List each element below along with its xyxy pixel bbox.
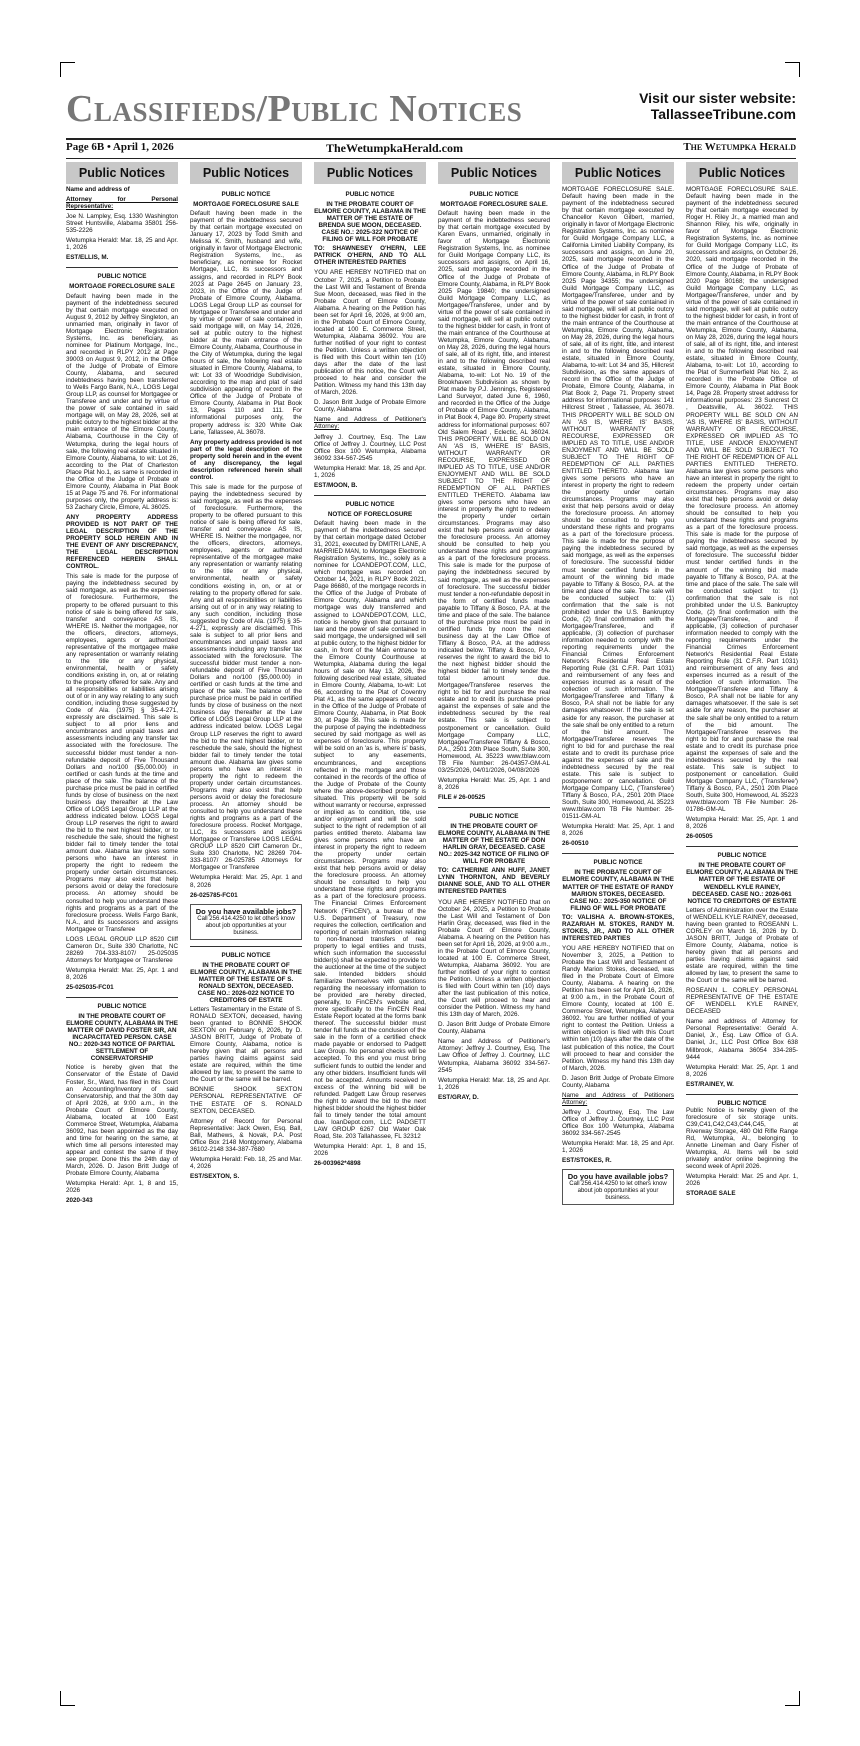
notice-text: MORTGAGE FORECLOSURE SALE. Default having been made in the payment of the indebtedness secured by that certain mortgage executed by Roger H. Riley Jr., a married man and Shannon Riley, his wife, originally in favor of Mortgage Electronic Registration Systems, Inc. as nominee for Guild Mortgage Company LLC, its successors and assigns, on October 26, 2020, said mortgage recorded in the Office of the Judge of Probate of Elmore County, Alabama, in RLPY Book 2020 Page 80168; the undersigned Guild Mortgage Company LLC, as Mortgagee/Transferee, under and by virtue of the power of sale contained in said mortgage, will sell at public outcry to the highest bidder for cash, in front of the main entrance of the Courthouse at Wetumpka, Elmore County, Alabama, on May 28, 2026, during the legal hours of sale, all of its right, title, and interest in and to the following described real estate, situated in Elmore County, Alabama, to-wit: Lot 10, according to the Plat of Summerfield Plat No. 2, as recorded in the Probate Office of Elmore County, Alabama in Plat Book 14, Page 28. Property street address for informational purposes: 23 Suncrest Ct , Deatsville, AL 36022. THIS PROPERTY WILL BE SOLD ON AN 'AS IS, WHERE IS' BASIS, WITHOUT WARRANTY OR RECOURSE, EXPRESSED OR IMPLIED AS TO TITLE, USE AND/OR ENJOYMENT AND WILL BE SOLD SUBJECT TO THE RIGHT OF REDEMPTION OF ALL PARTIES ENTITLED THERETO. Alabama law gives some persons who have an interest in property the right to redeem the property under certain circumstances. Programs may also exist that help persons avoid or delay the foreclosure process. An attorney should be consulted to help you understand these rights and programs as a part of the foreclosure process. This sale is made for the purpose of paying the indebtedness secured by said mortgage, as well as the expenses of foreclosure. The successful bidder must tender certified funds in the amount of the winning bid made payable to Tiffany & Bosco, P.A. at the time and place of the sale. The sale will be conducted subject to: (1) confirmation that the sale is not prohibited under the U.S. Bankruptcy Code, (2) final confirmation with the Mortgagee/Transferee, and if applicable, (3) collection of purchaser information needed to comply with the reporting requirements under the Financial Crimes Enforcement Network's Residential Real Estate Reporting Rule (31 C.F.R. Part 1031) and reimbursement of any fees and expenses incurred as a result of the collection of such information. The Mortgagee/Transferee and Tiffany & Bosco, P.A shall not be liable for any damages whatsoever. If the sale is set aside for any reason, the purchaser at the sale shall be only entitled to a return of the bid amount. The Mortgagee/Transferee reserves the right to bid for and purchase the real estate and to credit its purchase price against the expenses of sale and the indebtedness secured by the real estate. This sale is subject to postponement or cancellation. Guild Mortgage Company LLC, ('Transferee') Tiffany & Bosco, P.A., 2501 20th Place South, Suite 300, Homewood, AL 35223 www.tblaw.com TB File Number: 26-01786-GM-AL — [686, 186, 798, 814]
notice-text: Wetumpka Herald: Mar. 25, Apr. 1 and 8, 2026 — [562, 823, 674, 838]
notice-text: 26-00505 — [686, 833, 713, 841]
public-notice-label: PUBLIC NOTICE — [717, 852, 767, 860]
notice-text: Wetumpka Herald: Mar. 18, 25 and Apr. 1, 2026 — [562, 1140, 674, 1155]
notice-divider — [190, 946, 302, 947]
notice-text: Name and Address of Petitioner's Attorney: — [314, 416, 426, 431]
notice-divider — [438, 807, 550, 808]
notice-text: Default having been made in the payment of the indebtedness secured by that certain mortgage executed on August 9, 2012 by Jeffrey Singleton, an unmarried man, originally in favor of Mortgage Electronic Registration Systems, Inc. as beneficiary, as nominee for Platinum Mortgage, Inc., and recorded in RLPY 2012 at Page 39003 on August 9, 2012, in the Office of the Judge of Probate of Elmore County, Alabama, and secured indebtedness having been transferred to Wells Fargo Bank, N.A., LOGS Legal Group LLP, as counsel for Mortgagee or Transferee and under and by virtue of the power of sale contained in said mortgage will, on May 28, 2026, sell at public outcry to the highest bidder at the main entrance of the Elmore County, Alabama, Courthouse in the City of Wetumpka, during the legal hours of sale, the following real estate situated in Elmore County, Alabama, to wit: Lot 26, according to the Plat of Charleston Place Plat No.1, as same is recorded in the Office of the Judge of Probate of Elmore County, Alabama in Plat Book 15 at Page 75 and 76. For informational purposes only, the property address is: 53 Zachary Circle, Elmore, AL 36025. — [66, 292, 178, 511]
notice-text: Name and Address of Petitioners Attorney: — [562, 1091, 674, 1106]
notice-text: Wetumpka Herald: Mar. 25, Apr. 1 and 8, 2026 — [438, 776, 550, 791]
column-header: Public Notices — [562, 162, 674, 184]
notice-column-2 — [190, 162, 302, 1686]
column-body — [686, 184, 798, 1686]
notice-text: Name and address of — [66, 186, 130, 193]
jobs-ad-text: Call 256.414.4250 to let others know about job opportunities at your business. — [197, 915, 295, 936]
notice-text: D. Jason Britt Judge of Probate Elmore County, Alabama — [562, 1074, 674, 1089]
masthead — [66, 86, 796, 134]
notice-divider — [686, 846, 798, 847]
notice-text: Default having been made in the payment of the indebtedness secured by that certain mortgage executed by Karen Evans, unmarried, originally in favor of Mortgage Electronic Registration Systems, Inc. as nominee for Guild Mortgage Company LLC, its successors and assigns, on April 16, 2025, said mortgage recorded in the Office of the Judge of Probate of Elmore County, Alabama, in RLPY Book 2025 Page 19840; the undersigned Guild Mortgage Company LLC, as Mortgagee/Transferee, under and by virtue of the power of sale contained in said mortgage, will sell at public outcry to the highest bidder for cash, in front of the main entrance of the Courthouse at Wetumpka, Elmore County, Alabama, on May 28, 2026, during the legal hours of sale, all of its right, title, and interest in and to the following described real estate, situated in Elmore County, Alabama, to-wit: Lot No. 19 of the Brookhaven Subdivision as shown by Plat made by P.J. Jennings, Registered Land Surveyor, dated June 6, 1960, and recorded in the Office of the Judge of Probate of Elmore County, Alabama, in Plat Book 4, Page 80. Property street address for informational purposes: 607 Old Salem Road , Eclectic, AL 36024. THIS PROPERTY WILL BE SOLD ON AN 'AS IS, WHERE IS' BASIS, WITHOUT WARRANTY OR RECOURSE, EXPRESSED OR IMPLIED AS TO TITLE, USE AND/OR ENJOYMENT AND WILL BE SOLD SUBJECT TO THE RIGHT OF REDEMPTION OF ALL PARTIES ENTITLED THERETO. Alabama law gives some persons who have an interest in property the right to redeem the property under certain circumstances. Programs may also exist that help persons avoid or delay the foreclosure process. An attorney should be consulted to help you understand these rights and programs as a part of the foreclosure process. This sale is made for the purpose of paying the indebtedness secured by said mortgage, as well as the expenses of foreclosure. The successful bidder must tender a non-refundable deposit in the form of certified funds made payable to Tiffany & Bosco, P.A. at the time and place of the sale. The balance of the purchase price must be paid in certified funds by noon the next business day at the Law Office of Tiffany & Bosco, P.A. at the address indicated below. Tiffany & Bosco, P.A. reserves the right to award the bid to the next highest bidder should the highest bidder fail to timely tender the total amount due. Mortgagee/Transferee reserves the right to bid for and purchase the real estate and to credit its purchase price against the expenses of sale and the indebtedness secured by the real estate. This sale is subject to postponement or cancellation. Guild Mortgage Company LLC, Mortgagee/Transferee Tiffany & Bosco, P.A., 2501 20th Place South, Suite 300, Homewood, AL 35223 www.tblaw.com TB File Number: 26-04357-GM-AL 03/25/2026, 04/01/2026, 04/08/2026 — [438, 210, 550, 774]
notice-text: YOU ARE HEREBY NOTIFIED that on October 7, 2025, a Petition to Probate the Last Will and Testament of Brenda Sue Moon, deceased, was filed in the Probate Court of Elmore County, Alabama. A hearing on the Petition has been set for April 16, 2026, at 9:00 am, in the Probate Court of Elmore County, located at 100 E. Commerce Street, Wetumpka, Alabama 36092. You are further notified of your right to contest the Petition. Unless a written objection is filed with this Court within ten (10) days after the date of the last publication of this notice, the Court will proceed to hear and consider the Petition. Witness my hand this 13th day of March, 2026. — [314, 269, 426, 397]
notice-text: FILE # 26-00525 — [438, 793, 486, 801]
notice-text: Jeffrey J. Courtney, Esq. The Law Office of Jeffrey J. Courtney, LLC Post Office Box 100 Wetumpka, Alabama 36092 334-567-2545 — [562, 1108, 674, 1138]
notice-text: EST/ELLIS, M. — [66, 254, 109, 262]
crop-mark-top-left — [60, 62, 75, 77]
notice-text: Wetumpka Herald: Apr. 1, 8 and 15, 2026 — [314, 1143, 426, 1158]
jobs-ad-title: Do you have available jobs? — [567, 1172, 669, 1182]
column-body — [438, 184, 550, 1686]
column-body — [66, 184, 178, 1686]
notice-text: Joe N. Lampley, Esq. 1330 Washington Street Huntsville, Alabama 35801 256-535-2226 — [66, 213, 178, 235]
newspaper-name: The Wetumpka Herald — [683, 141, 796, 153]
notice-text: YOU ARE HEREBY NOTIFIED that on October 24, 2025, a Petition to Probate the Last Will and Testament of Don Harlin Gray, deceased, was filed in the Probate Court of Elmore County, Alabama. A hearing on the Petition has been set for April 16, 2026, at 9:00 a.m., in the Probate Court of Elmore County, located at 100 E. Commerce Street, Wetumpka, Alabama 36092. You are further notified of your right to contest the Petition. Unless a written objection is filed with Court within ten (10) days after the last publication of this notice, the Court will proceed to hear and consider the Petition. Witness my hand this 13th day of March, 2026. — [438, 898, 550, 1019]
notice-text: EST/RAINEY, W. — [686, 1080, 734, 1088]
notice-column-6 — [686, 162, 798, 1686]
public-notice-label: PUBLIC NOTICE — [717, 1099, 767, 1107]
notice-text: Wetumpka Herald: Mar. 18, 25 and Apr. 1, 2026 — [66, 237, 178, 252]
notice-column-4 — [438, 162, 550, 1686]
notice-text: Any property address provided is not part of the legal description of the property sold herein and in the event of any discrepancy, the legal description referenced herein shall control. — [190, 438, 302, 481]
notice-text: ROSEANN L. CORLEY PERSONAL REPRESENTATIVE OF THE ESTATE OF WENDELL KYLE RAINEY, DECEASED — [686, 987, 798, 1016]
notice-text: This sale is made for the purpose of paying the indebtedness secured by said mortgage, as well as the expenses of foreclosure. Furthermore, the property to be offered pursuant to this notice of sale is being offered for sale, transfer and conveyance AS IS, WHERE IS. Neither the mortgagee, nor the officers, directors, attorneys, employees, agents or authorized representative of the mortgagee make any representation or warranty relating to the title or any physical, environmental, health or safety conditions existing in, on, or at or relating to the property offered for sale. Any and all responsibilities or liabilities arising out of or in any way relating to any such condition, including those suggested by Code of Ala. (1975) § 35-4-271, expressly are disclaimed. This sale is subject to all prior liens and encumbrances and unpaid taxes and assessments including any transfer tax associated with the foreclosure. The successful bidder must tender a non-refundable deposit of Five Thousand Dollars and no/100 ($5,000.00) in certified or cash funds at the time and place of the sale. The balance of the purchase price must be paid in certified funds by close of business on the next business day thereafter at the Law Office of LOGS Legal Group LLP at the address indicated below. LOGS Legal Group LLP reserves the right to award the bid to the next highest bidder, or to reschedule the sale, should the highest bidder fail to timely tender the total amount due. Alabama law gives some persons who have an interest in property the right to redeem the property under certain circumstances. Programs may also exist that help persons avoid or delay the foreclosure process. An attorney should be consulted to help you understand these rights and programs as a part of the foreclosure process. Rocket Mortgage, LLC, its successors and assigns Mortgagee or Transferee LOGS LEGAL GROUP LLP 8520 Cliff Cameron Dr., Suite 330 Charlotte, NC 28269 704-333-8107/ 26-025785 Attorneys for Mortgagee or Transferee — [190, 483, 302, 872]
column-body — [562, 184, 674, 1686]
page-info-bar — [66, 138, 796, 159]
notice-text: MORTGAGE FORECLOSURE SALE. Default having been made in the payment of the indebtedness secured by that certain mortgage executed by Chancellor Kevon Gilbert, married, originally in favor of Mortgage Electronic Registration Systems, Inc. as nominee for Guild Mortgage Company LLC, a California Limited Liability Company, its successors and assigns, on June 20, 2025, said mortgage recorded in the Office of the Judge of Probate of Elmore County, Alabama, in RLPY Book 2025 Page 34355; the undersigned Guild Mortgage Company LLC, as Mortgagee/Transferee, under and by virtue of the power of sale contained in said mortgage, will sell at public outcry to the highest bidder for cash, in front of the main entrance of the Courthouse at Wetumpka, Elmore County, Alabama, on May 28, 2026, during the legal hours of sale, all of its right, title, and interest in and to the following described real estate, situated in Elmore County, Alabama, to-wit: Lot 34 and 35, Hillcrest Subdivision, as the same appears of record in the Office of the Judge of Probate, Elmore County, Alabama, in Plat Book 2, Page 71. Property street address for informational purposes: 141 Hillcrest Street , Tallassee, AL 36078. THIS PROPERTY WILL BE SOLD ON AN 'AS IS, WHERE IS' BASIS, WITHOUT WARRANTY OR RECOURSE, EXPRESSED OR IMPLIED AS TO TITLE, USE AND/OR ENJOYMENT AND WILL BE SOLD SUBJECT TO THE RIGHT OF REDEMPTION OF ALL PARTIES ENTITLED THERETO. Alabama law gives some persons who have an interest in property the right to redeem the property under certain circumstances. Programs may also exist that help persons avoid or delay the foreclosure process. An attorney should be consulted to help you understand these rights and programs as a part of the foreclosure process. This sale is made for the purpose of paying the indebtedness secured by said mortgage, as well as the expenses of foreclosure. The successful bidder must tender certified funds in the amount of the winning bid made payable to Tiffany & Bosco, P.A. at the time and place of the sale. The sale will be conducted subject to: (1) confirmation that the sale is not prohibited under the U.S. Bankruptcy Code, (2) final confirmation with the Mortgagee/Transferee, and if applicable, (3) collection of purchaser information needed to comply with the reporting requirements under the Financial Crimes Enforcement Network's Residential Real Estate Reporting Rule (31 C.F.R. Part 1031) and reimbursement of any fees and expenses incurred as a result of the collection of such information. The Mortgagee/Transferee and Tiffany & Bosco, P.A shall not be liable for any damages whatsoever. If the sale is set aside for any reason, the purchaser at the sale shall be only entitled to a return of the bid amount. The Mortgagee/Transferee reserves the right to bid for and purchase the real estate and to credit its purchase price against the expenses of sale and the indebtedness secured by the real estate. This sale is subject to postponement or cancellation. Guild Mortgage Company LLC, ('Transferee') Tiffany & Bosco, P.A., 2501 20th Place South, Suite 300, Homewood, AL 35223 www.tblaw.com TB File Number: 26-01511-GM-AL — [562, 186, 674, 821]
page-date: Page 6B • April 1, 2026 — [66, 141, 174, 153]
public-notice-label: PUBLIC NOTICE — [97, 1003, 147, 1011]
notice-heading: MORTGAGE FORECLOSURE SALE — [193, 201, 299, 209]
crop-mark-bottom-right — [785, 1691, 800, 1706]
jobs-ad-text: Call 256.414.4250 to let others know about job opportunities at your business. — [569, 1181, 667, 1202]
notice-heading: IN THE PROBATE COURT OF ELMORE COUNTY, ALABAMA IN THE MATTER OF THE ESTATE OF BRENDA SUE MOON, DECEASED. CASE NO.: 2025-322 NOTICE OF FILING OF WILL FOR PROBATE — [314, 201, 426, 244]
notice-text: Jeffrey J. Courtney, Esq. The Law Office of Jeffrey J. Courtney, LLC Post Office Box 100 Wetumpka, Alabama 36092 334-567-2545 — [314, 433, 426, 462]
notice-text: Letters Testamentary in the Estate of S. RONALD SEXTON, deceased, having been granted to BONNIE SHOOK SEXTON on February 6, 2026, by D. JASON BRITT, Judge of Probate of Elmore County, Alabama, notice is hereby given that all persons and parties having claims against said estate are required, within the time allowed by law, to present the same to the Court or the same will be barred. — [190, 1005, 302, 1084]
notice-column-5 — [562, 162, 674, 1686]
notice-heading: IN THE PROBATE COURT OF ELMORE COUNTY, ALABAMA IN THE MATTER OF THE ESTATE OF RANDY MARION STOKES, DECEASED. CASE NO.: 2025-350 NOTICE OF FILING OF WILL FOR PROBATE — [562, 869, 674, 912]
notice-divider — [66, 997, 178, 998]
sister-site-promo — [639, 90, 796, 122]
notice-text: Wetumpka Herald: Mar. 25, Apr. 1 and 8, 2026 — [66, 966, 178, 981]
notice-text: Attorney of Record for Personal Representative: Jack Owen, Esq. Ball, Ball, Mathews, & Novak, P.A. Post Office Box 2148 Montgomery, Alabama 36102-2148 334-387-7680 — [190, 1117, 302, 1153]
notice-text: Wetumpka Herald: Mar. 25 and Apr. 1, 2026 — [686, 1173, 798, 1188]
notice-text: 26-025785-FC01 — [190, 891, 238, 899]
notice-text: Letters of Administration over the Estate of WENDELL KYLE RAINEY, deceased, having been granted to ROSEANN L. CORLEY on March 16, 2026 by D. JASON BRITT, Judge of Probate of Elmore County, Alabama, notice is hereby given that all persons and parties having claims against said estate are required, within the time allowed by law, to present the same to the Court or the same will be barred. — [686, 906, 798, 985]
public-notice-label: PUBLIC NOTICE — [469, 812, 519, 820]
public-notice-label: PUBLIC NOTICE — [221, 191, 271, 198]
notice-text: Attorney for Personal Representative: — [66, 196, 178, 211]
jobs-ad-title: Do you have available jobs? — [195, 906, 297, 916]
public-notice-label: PUBLIC NOTICE — [593, 859, 643, 867]
notice-text: D. Jason Britt Judge of Probate Elmore County, Alabama — [438, 1021, 550, 1036]
website-url[interactable]: TheWetumpkaHerald.com — [326, 141, 463, 155]
notice-text: 26-00510 — [562, 840, 589, 848]
notice-text: Wetumpka Herald: Mar. 18, 25 and Apr. 1, 2026 — [314, 464, 426, 479]
notice-text: Wetumpka Herald: Mar. 25, Apr. 1 and 8, 2026 — [686, 1063, 798, 1078]
notice-divider — [686, 1094, 798, 1095]
public-notice-label: PUBLIC NOTICE — [221, 951, 271, 959]
column-header: Public Notices — [438, 162, 550, 184]
notice-text: Name and address of Attorney for Personal Representative: Gerald A. Daniel, Jr., Esq. Law Office of G.A. Daniel, Jr., LLC Post Office Box 638 Millbrook, Alabama 36054 334-285-9444 — [686, 1018, 798, 1061]
notice-heading: IN THE PROBATE COURT OF ELMORE COUNTY, ALABAMA IN THE MATTER OF THE ESTATE OF S. RONALD SEXTON, DECEASED. CASE NO.: 2026-022 NOTICE TO CREDITORS OF ESTATE — [190, 961, 302, 1004]
notice-heading: MORTGAGE FORECLOSURE SALE — [69, 283, 175, 291]
notice-text: TO: SHAWNESEY O'HERN, LEE PATRICK O'HERN, AND TO ALL OTHER INTERESTED PARTIES — [314, 245, 426, 267]
notice-divider — [66, 267, 178, 268]
notice-text: Name and Address of Petitioner's Attorney: Jeffrey J. Courtney, Esq. The Law Office of Jeffrey J. Courtney, LLC Wetumpka, Alabama 36092 334-567-2545 — [438, 1038, 550, 1074]
public-notice-label: PUBLIC NOTICE — [97, 273, 147, 281]
notice-text: Default having been made in the payment of the indebtedness secured by that certain mortgage executed on January 17, 2023 by Todd Smith and Melissa K. Smith, husband and wife, originally in favor of Mortgage Electronic Registration Systems, Inc., as beneficiary, as nominee for Rocket Mortgage, LLC, its successors and assigns, and recorded in RLPY Book 2023 at Page 2645 on January 23, 2023, in the Office of the Judge of Probate of Elmore County, Alabama. LOGS Legal Group LLP as counsel for Mortgagee or Transferee and under and by virtue of power of sale contained in said mortgage will, on May 14, 2026, sell at public outcry to the highest bidder at the main entrance of the Elmore County, Alabama, Courthouse in the City of Wetumpka, during the legal hours of sale, the following real estate situated in Elmore County, Alabama, to wit: Lot 33 of Woodridge Subdivision, according to the map and plat of said subdivision appearing of record in the Office of the Judge of Probate of Elmore County, Alabama in Plat Book 13, Pages 110 and 111. For informational purposes only, the property address is: 320 White Oak Lane, Tallassee, AL 36078. — [190, 210, 302, 436]
notice-text: TO: CATHERINE ANN HUFF, JANET LYNN THORNTON, AND BEVERLY DIANNE SOLE, AND TO ALL OTHER INTERESTED PARTIES — [438, 867, 550, 896]
notice-text: Notice is hereby given that the Conservator of the Estate of David Foster, Sr., Ward, has filed in this Court an Accounting/Inventory of said Conservatorship, and that the 30th day of April 2026, at 9:00 a.m., in the Probate Court of Elmore County, Alabama, located at 100 East Commerce Street, Wetumpka, Alabama 36092, has been appointed as the day and time for hearing on the same, at which time all persons interested may appear and contest the same if they see proper. Done this the 24th day of March, 2026. D. Jason Britt Judge of Probate Elmore County, Alabama — [66, 1064, 178, 1178]
sister-site-link[interactable]: TallasseeTribune.com — [650, 106, 796, 122]
notice-text: BONNIE SHOOK SEXTON PERSONAL REPRESENTATIVE OF THE ESTATE OF S. RONALD SEXTON, DECEASED. — [190, 1086, 302, 1115]
crop-mark-bottom-left — [60, 1691, 75, 1706]
column-header: Public Notices — [66, 162, 178, 184]
sister-site-label: Visit our sister website: — [639, 90, 796, 106]
notice-divider — [314, 495, 426, 496]
notice-text: Wetumpka Herald: Feb. 18, 25 and Mar. 4, 2026 — [190, 1155, 302, 1170]
crop-mark-top-right — [785, 62, 800, 77]
notice-text: Wetumpka Herald: Apr. 1, 8 and 15, 2026 — [66, 1180, 178, 1195]
public-notice-label: PUBLIC NOTICE — [345, 191, 395, 198]
notice-text: STORAGE SALE — [686, 1190, 736, 1198]
column-header: Public Notices — [314, 162, 426, 184]
notice-heading: IN THE PROBATE COURT OF ELMORE COUNTY, ALABAMA IN THE MATTER OF THE ESTATE OF DON HARLIN GRAY, DECEASED. CASE NO.: 2025-342 NOTICE OF FILING OF WILL FOR PROBATE — [438, 823, 550, 866]
jobs-ad-box — [190, 904, 302, 940]
notice-text: EST/STOKES, R. — [562, 1157, 612, 1165]
notice-text: Wetumpka Herald: Mar. 25, Apr. 1 and 8, 2026 — [190, 874, 302, 889]
notice-heading: MORTGAGE FORECLOSURE SALE. — [440, 201, 548, 209]
notice-text: 25-025035-FC01 — [66, 984, 114, 992]
notice-text: This sale is made for the purpose of paying the indebtedness secured by said mortgage, as well as the expenses of foreclosure. Furthermore, the property to be offered pursuant to this notice of sale is being offered for sale, transfer and conveyance AS IS, WHERE IS. Neither the mortgagee, nor the officers, directors, attorneys, employees, agents or authorized representative of the mortgagee make any representation or warranty relating to the title or any physical, environmental, health or safety conditions existing in, on, at or relating to the property offered for sale. Any and all responsibilities or liabilities arising out of or in any way relating to any such condition, including those suggested by Code of Ala. (1975) § 35-4-271, expressly are disclaimed. This sale is subject to all prior liens and encumbrances and unpaid taxes and assessments including any transfer tax associated with the foreclosure. The successful bidder must tender a non-refundable deposit of Five Thousand Dollars and no/100 ($5,000.00) in certified or cash funds at the time and place of the sale. The balance of the purchase price must be paid in certified funds by close of business on the next business day thereafter at the Law Office of LOGS Legal Group LLP at the address indicated below. LOGS Legal Group LLP reserves the right to award the bid to the next highest bidder, or to reschedule the sale, should the highest bidder fail to timely tender the total amount due. Alabama law gives some persons who have an interest in property the right to redeem the property under certain circumstances. Programs may also exist that help persons avoid or delay the foreclosure process. An attorney should be consulted to help you understand these rights and programs as a part of the foreclosure process. Wells Fargo Bank, N.A., and its successors and assigns Mortgagee or Transferee — [66, 573, 178, 933]
column-body — [190, 184, 302, 1686]
notice-heading: IN THE PROBATE COURT OF ELMORE COUNTY, ALABAMA IN THE MATTER OF THE ESTATE OF WENDELL KYLE RAINEY, DECEASED. CASE NO.: 2026-061 NOTICE TO CREDITORS OF ESTATE — [686, 862, 798, 905]
notice-text: Public Notice is hereby given of the foreclosure of six storage units. C39,C41,C42,C43,C44,C45, at Riverway Storage, 480 Old Rifle Range Rd, Wetumpka, Al., belonging to Annette Lineman and Gary Fisher of Wetumpka, Al. Items will be sold privately and/or online beginning the second week of April 2026. — [686, 1106, 798, 1171]
notice-text: TO: VALISHA A. BROWN-STOKES, RAZARIAH M. STOKES, RANDY M. STOKES, JR., AND TO ALL OTHER INTERESTED PARTIES — [562, 913, 674, 942]
notice-divider — [562, 853, 674, 854]
notice-text: ANY PROPERTY ADDRESS PROVIDED IS NOT PART OF THE LEGAL DESCRIPTION OF THE PROPERTY SOLD HEREIN AND IN THE EVENT OF ANY DISCREPANCY, THE LEGAL DESCRIPTION REFERENCED HEREIN SHALL CONTROL. — [66, 513, 178, 571]
notice-text: EST/GRAY, D. — [438, 1093, 479, 1101]
notice-column-1 — [66, 162, 178, 1686]
column-header: Public Notices — [686, 162, 798, 184]
jobs-ad-box — [562, 1169, 674, 1205]
column-body — [314, 184, 426, 1686]
notice-text: Wetumpka Herald: Mar. 18, 25 and Apr. 1, 2026 — [438, 1076, 550, 1091]
public-notice-label: PUBLIC NOTICE — [469, 191, 519, 198]
notice-text: Wetumpka Herald: Mar. 25, Apr. 1 and 8, 2026 — [686, 816, 798, 831]
notice-text: 2020-343 — [66, 1197, 93, 1205]
notice-column-3 — [314, 162, 426, 1686]
notice-heading: NOTICE OF FORECLOSURE — [327, 510, 413, 518]
notice-text: 26-003962*4898 — [314, 1160, 361, 1168]
notice-text: EST/SEXTON, S. — [190, 1172, 240, 1180]
column-header: Public Notices — [190, 162, 302, 184]
notice-text: EST/MOON, B. — [314, 481, 358, 489]
section-title: Classifieds/Public Notices — [66, 88, 523, 130]
notice-text: D. Jason Britt Judge of Probate Elmore County, Alabama — [314, 399, 426, 414]
public-notice-label: PUBLIC NOTICE — [345, 500, 395, 508]
notice-heading: IN THE PROBATE COURT OF ELMORE COUNTY, ALABAMA IN THE MATTER OF DAVID FOSTER SIR, AN INCAPACITATED PERSON. CASE NO.: 2020-343 NOTICE OF PARTIAL SETTLEMENT OF CONSERVATORSHIP — [66, 1013, 178, 1063]
notice-text: LOGS LEGAL GROUP LLP 8520 Cliff Cameron Dr., Suite 330 Charlotte, NC 28269 704-333-8107/ 25-025035 Attorneys for Mortgagee or Transferee — [66, 935, 178, 964]
notice-text: YOU ARE HEREBY NOTIFIED that on November 3, 2025, a Petition to Probate the Last Will and Testament of Randy Marion Stokes, deceased, was filed in the Probate Court of Elmore County, Alabama. A hearing on the Petition has been set for April 16, 2026, at 9:00 a.m., in the Probate Court of Elmore County, located at 100 E. Commerce Street, Wetumpka, Alabama 36092. You are further notified of your right to contest the Petition. Unless a written objection is filed with this Court within ten (10) days after the date of the last publication of this notice, the Court will proceed to hear and consider the Petition. Witness my hand this 13th day of March, 2026. — [562, 944, 674, 1072]
notice-text: Default having been made in the payment of the indebtedness secured by that certain mortgage dated October 31, 2021, executed by DMITRI LANE, A MARRIED MAN, to Mortgage Electronic Registration Systems, Inc., solely as a nominee for LOANDEPOT.COM, LLC, which mortgage was recorded on October 14, 2021, in RLPY Book 2021, Page 86680, of the mortgage records in the Office of the Judge of Probate of Elmore County, Alabama and which mortgage was duly transferred and assigned to LOANDEPOT.COM, LLC, notice is hereby given that pursuant to law and the power of sale contained in said mortgage, the undersigned will sell at public outcry, to the highest bidder for cash, in front of the Main entrance to the Elmore County Courthouse at Wetumpka, Alabama during the legal hours of sale on May 13, 2026, the following described real estate, situated in Elmore County, Alabama, to-wit: Lot 66, according to the Plat of Coventry Plat #1, as the same appears of record in the Office of the Judge of Probate of Elmore County, Alabama, in Plat Book 30, at Page 38. This sale is made for the purpose of paying the indebtedness secured by said mortgage as well as expenses of foreclosure. This property will be sold on an 'as is, where is' basis, subject to any easements, encumbrances, and exceptions reflected in the mortgage and those contained in the records of the office of the Judge of Probate of the County where the above-described property is situated. This property will be sold without warranty or recourse, expressed or implied as to condition, title, use and/or enjoyment and will be sold subject to the right of redemption of all parties entitled thereto. Alabama law gives some persons who have an interest in property the right to redeem the property under certain circumstances. Programs may also exist that help persons avoid or delay the foreclosure process. An attorney should be consulted to help you understand these rights and programs as a part of the foreclosure process. The Financial Crimes Enforcement Network ('FinCEN'), a bureau of the U.S. Department of Treasury, now requires the collection, certification and reporting of certain information relating to non-financed transfers of real property to legal entities and trusts, which such information the successful bidder(s) shall be expected to provide to the auctioneer at the time of the subject sale. Intended bidders should familiarize themselves with questions regarding the necessary information to be provided are hereby directed, generally, to FinCEN's website and, more specifically to the FinCEN Real Estate Report located at the forms bank thereof. The successful bidder must tender full funds at the conclusion of the sale in the form of a certified check made payable or endorsed to Padgett Law Group. No personal checks will be accepted. To this end you must bring sufficient funds to outbid the lender and any other bidders. Insufficient funds will not be accepted. Amounts received in excess of the winning bid will be refunded. Padgett Law Group reserves the right to award the bid to the next highest bidder should the highest bidder fail to timely tender the total amount due. loanDepot.com, LLC PADGETT LAW GROUP 6267 Old Water Oak Road, Ste. 203 Tallahassee, FL 32312 — [314, 519, 426, 1140]
